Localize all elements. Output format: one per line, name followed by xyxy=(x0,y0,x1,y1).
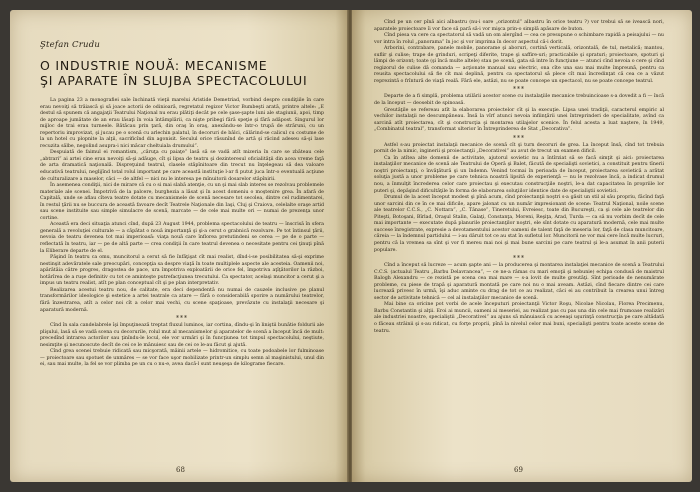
section-separator: *** xyxy=(513,255,525,263)
section-separator: *** xyxy=(513,86,525,94)
open-book xyxy=(6,4,696,488)
title-line-2: ŞI APARATE ÎN SLUJBA SPECTACOLULUI xyxy=(40,73,308,88)
page-number-left: 68 xyxy=(176,466,185,474)
paragraph: Drumul de la acest început modest şi pînă acum, cînd proiectanţii noştri s-a găsit un stil al său propriu, făcînd faţă unor sarcini din ce în ce mai dificile, apare jalonat cu un număr impresionant de scene: Teatrul Naţional, noile scene ale teatrelor C.C.S., „C. Nottara”, „C. Tănase”, Tineretului, Evreiesc, toate din Bucureşti, ca şi cele ale teatrelor din Piteşti, Botoşani, Bîrlad, Oraşul Stalin, Galaţi, Constanţa, Moreni, Reşiţa, Arad, Turda — ca să nu vorbim decît de cele mai importante — executate după planurile proiectanţilor noştri, ele sînt dotate cu aparatură modernă, cele mai multe succese înregistrate, expresie a devotamentului acestor oameni de talent faţă de meseria lor, faţă de clasa muncitoare, căreia — la îndemnul partidului — i-au dăruit tot ce au stat în sufletul lor. Muncitorii ne vor mai cere încă multe lucruri, pentru că la vremea sa sînt şi vor fi mereu mai noi şi mai bune sarcini pe care teatrul şi le-a asumat în anii puterii populare. xyxy=(374,195,664,253)
paragraph: Arborini, contrabare, panele mobile, panorame şi aboruri, cortină verticală, orizontală, de tul, metalică; mantou, suflir şi culise; trape de grinduri, scripeţi diferite, trape şi saffire-uri; practicabile şi spraturi; proiectoare, spoturi şi lămpi de orizont; toate (şi încă multe altele) stau pe scenă, gata să intre în funcţiune — atunci cînd nevoia o cere şi cînd regizorul de culise dă comanda — acţionate manual sau electric, ona cîte una sau mai multe împreună, pentru ca reusita spectacolului să fie cît mai deplină, pentru ca spectatorul să plece cît mai încredinţat că cea ce a văzut reprezintă o frîntură de viaţă reală. Fără ele, astăzi, nu se poate concepe un spectacol, nu se poate concepe teatrul. xyxy=(374,46,664,84)
section-separator: *** xyxy=(176,315,188,323)
paragraph: Greutăţile se refereau atît la elaborarea proiectelor cît şi la execuţie. Lipsa unei tradiţii, caracterul empiric al vechilor instalaţii ne descumpăneau. Însă la vîrf atunci nevoia infiinţării unei întreprinderi de specialitate, avînd ca sarcină atît proiectarea, cît şi construcţia şi montarea utilajelor scenice. În felul acesta a luat naştere, în 1949, „Combinatul teatral”, transformat ulterior în Întreprinderea de Stat „Decorativa”. xyxy=(374,107,664,133)
paragraph: La pagina 23 a monografiei sale închinată vieţii marelui Aristide Demetriad, vorbind despre condiţiile în care erau nevoiţi să trăiască şi să joace actorii de odinioară, regretatul regizor Victor Bumbeşti arată, printre altele: „E destul să spunem că angajaţii Teatrului Naţional nu erau plătiţi decât pe cele şase-şapte luni ale stagiunii, apoi, timp de aproape jumătate de an erau lăsaţi în voia întâmplării, ca nişte pribegi fără speţie şi fără adăpost. Singurul lor mijloc de trai erau turneele. Bătăcau prin ţară, din oraş în oraş, anexându-se într-o trupă de străruni, cu un repertoriu improvizat, şi jucau pe o scenă cu arlechin palatul, în decoruri de bâlci, călărind-se calicul cu costume de la un hotel cu plopnite la alţii, sacrificînd din agonisit. Seculul orice răsunînd de artă şi răcind adeseu să-şi lase recuzita sălbe, negolind asupra-i nici măcar cheltuiala drumului”. xyxy=(40,98,324,149)
page-number-right: 69 xyxy=(514,466,523,474)
paragraph: Mai bine ca oricine pot vorbi de acele începuturi proiectanţii Victor Roşu, Nicolae Nicolau, Florea Precimenu, Barbu Constantin şi alţii. Eroi ai muncii, oameni ai meseriei, au realizat pas cu pas una din cele mai frumoase realizări ale industriei noastre, specialiştii „Decorativei” au ajuns să mânuiască cu aceeaşi uşurinţă construcţia pe care altădată o făceau străinii şi s-au ridicat, cu forţe proprii, pînă la nivelul celor mai buni, specialişti pentru toate aceste scene de teatru. xyxy=(374,302,664,334)
paragraph: Această era deci situaţia atunci cînd, după 23 August 1944, problema spectacolului de teatru — înscrisă în sfera generală a revoluţiei culturale — a căpătat o nouă importanţă şi şi-a cerut o grabnică rezolvare. Pe tot întinsul ţării, nevoia de teatru devenea tot mai imperioasă: viaţa nouă care înflorea pretutindeni se cerea — pe de o parte — reflectată în teatru, iar — pe de altă parte — crea condiţii în care teatrul devenea o necesitate pentru cei ţinuţi pînă la Eliberare departe de el. xyxy=(40,222,324,254)
author-name: Ştefan Crudu xyxy=(40,40,101,50)
paragraph: Departe de a fi simplă, problema utilării acestor scene cu instalaţiile mecanice trebuincioase s-a dovedit a fi — încă de la început — deosebit de spinoasă. xyxy=(374,94,664,107)
right-page xyxy=(352,10,692,482)
paragraph: Cînd în sala candelabrele îşi împuţinează treptat fluxul luminos, iar cortina, dîndu-şi în liniştii bunătie foldurii ale plişului, lasă să se vadă scena cu decorurile, rolul mut al mecanismelor şi aparatelor de scenă a început încă de mult: precedînd intrarea actorilor sau ţinîndu-le locul, ele vor urmări şi în funcţiunea tot timpul spectacolului, neştiute, nesimţite şi necunoscute decît de cei ce le mânuiesc sau de cei ce le-au făcut şi ajută. xyxy=(40,323,324,348)
paragraph: Astfel s-au proiectat instalaţii mecanice de scenă cît şi turn decoruri de grea. La început însă, cînd tot trebuia pornit de la nimic, inginerii şi proiectanţii „Decorativei” au avut de trecut un examen dificil. xyxy=(374,142,664,155)
paragraph: Cînd a început să lucreze — acum şapte ani — la producerea şi montarea instalaţiei mecanice de scenă a Teatrului C.C.S. (actualul Teatru „Barbu Delavrancea”, — ce ne-a rămas cu mari emoţii şi nebunie) echipa condusă de maistrul Balogh Alexandru — ce rezistă pe scena cea mai mare — s-a lovit de multe greutăţi. Sînt perioade de nenumărate probleme, cu piese de trapă şi aparatură montată pe care noi nu o mai aveam. Astăzi, cînd fiecare dintre cei care lucrează privesc în urmă, îşi aduc aminte cu drag de tot ce au realizat, căci ei au contribuit la crearea unui întreg sector de activitate tehnică — cel al instalaţiilor mecanice de scenă. xyxy=(374,263,664,301)
paragraph: Cînd pe un cer pînă aici albastru (nu-i oare „orizontul” albastru în orice teatru ?) vor trebui să se ivească nori, aparatele proiectoare îi vor face să pară să-i vor mişca prin-o simplă apăsare de buton. xyxy=(374,20,664,32)
title-line-1: O INDUSTRIE NOUĂ: MECANISME xyxy=(40,58,268,73)
paragraph: Cînd grea scenei trebuie ridicată sau micşorată, mâinii artele — hidromitice, cu toate podoabele lor fulminoase — proiectoare sau spotuet de unmăres — se vor face uşor mobilizate printr-un simplu semn al maşinistului, unul din ei, sau mai multe, la fel se vor plimba pe un cu o nu-e, avea dacă-l sunt neuşeşa de kilograme fiecare. xyxy=(40,349,324,368)
paragraph: Cînd piesa va cere ca spectatorul să vadă un om alergînd — cea ce presupune o schimbare rapidă a peisajului — nu vor intra în rolul „panorama” în joc şi vor imprima în decor aspectul că-i dorit. xyxy=(374,33,664,45)
paragraph: În asemenea condiţii, nici de mirare că cu o si mai slabă atenţie, cu un şi mai slab interes se rezolvau problemele materiale ale scenei. Împotrivă de la palcere, burghezia a lăsat şi în acest domeniu o moştenire grea. În afară de Capitală, unde se aflau cîteva teatre dotate cu mecanismele de scenă necesare tot secolea, dintre cel rudimentarei, în restul ţării nu se buccura de această favoare decît Teatrele Naţionale din Iaşi, Cluj şi Craiova, celelalte oraşe artid sau scene instituite sau simple simulacre de scenă, marcate — de cele mai multe ori — numai de prezenţa unor cortine. xyxy=(40,183,324,221)
left-page-content xyxy=(40,32,324,369)
left-page xyxy=(10,10,349,482)
article-title xyxy=(40,58,324,88)
right-page-content xyxy=(374,20,664,335)
paragraph: Realizarea acestui teatru nou, de calitate, era deci dependentă nu numai de cauzele inclusive pe planul transformărilor ideologice şi estetice a artei teatrale ca atare — fără o considerabilă sporire a numărului teatrelor, fără înzestrarea, atît a celor noi cît a celor mai vechi, cu scene spaţioase, prevăzute cu instalaţii necesare şi aparatură modernă. xyxy=(40,287,324,313)
paragraph: Ca în atîtea alte domenii de activitate, ajutorul sovietic nu a întîrziat să se facă simţit şi aici: proiectarea instalaţiilor mecanice de scenă ale Teatrului de Operă şi Balet, făcută de specialişti sovietici, a constituit pentru tînerii noştri proiectanţi, o învăţătură şi un îndemn. Venind tocmai în perioada de început, proiectarea sovietică a arătat soluţia justă a unor probleme pe care tehnica noastră lipsită de experienţă — nu le rezolvase încă, a indicat drumul nou, a înmulţit încrederea celor care proiectau şi executau construcţiile noştri, le-a dat capacitatea în propriile lor puteri şi, depăşind dificultăţile în forma de elaborarea soluţiilor identice date de specialiştii sovietici. xyxy=(374,155,664,194)
paragraph: Despuiată de faimul ei romantism, „căruţa cu paiaţe” lasă să se vadă atît mizeria în care se zbăteau cele „abtrari” ai artei cine erau nevoiţi să-şi adăuge, cît şi lipsa de teatru şi dezinteresul oficialităţii din acea vreme faţă de arta dramatică naţională. Dispreţuind teatrul, clasele stăpînitoare din trecut nu înţelegeau să dea valoare educativă teatrului, neglijînd total rolul important pe care această instituţie l-ar fi putut juca într-o eventuală acţiune de culturalizare a maselor, căci — de altfel — nici nu le interesa pe mînuitorii dosarelor stăpînirii. xyxy=(40,150,324,182)
section-separator: *** xyxy=(513,134,525,142)
paragraph: Păşind în teatru ca omu, muncitorul a cerut să fie înfăţişat cît mai realist, dînd-i-se posibilitatea să-şi exprime nestinşit adevăratele sale preocupări, concepţia sa despre viaţă în toate multiplele aspecte ale acesteia. Oamenii noi, apărătăia către progres, dragostea de pace, ura împotriva exploatării de orice fel, împotriva aţîţătorilor la război, hotărîrea de a ruşe definitiv cu tot ce aminteşte putrefacţiunea trecutului. Ca spectator, acelaşi muncitor a cerut şi a impus un teatru realist, atît pe plan conceptual cît şi pe plan interpretativ. xyxy=(40,255,324,287)
